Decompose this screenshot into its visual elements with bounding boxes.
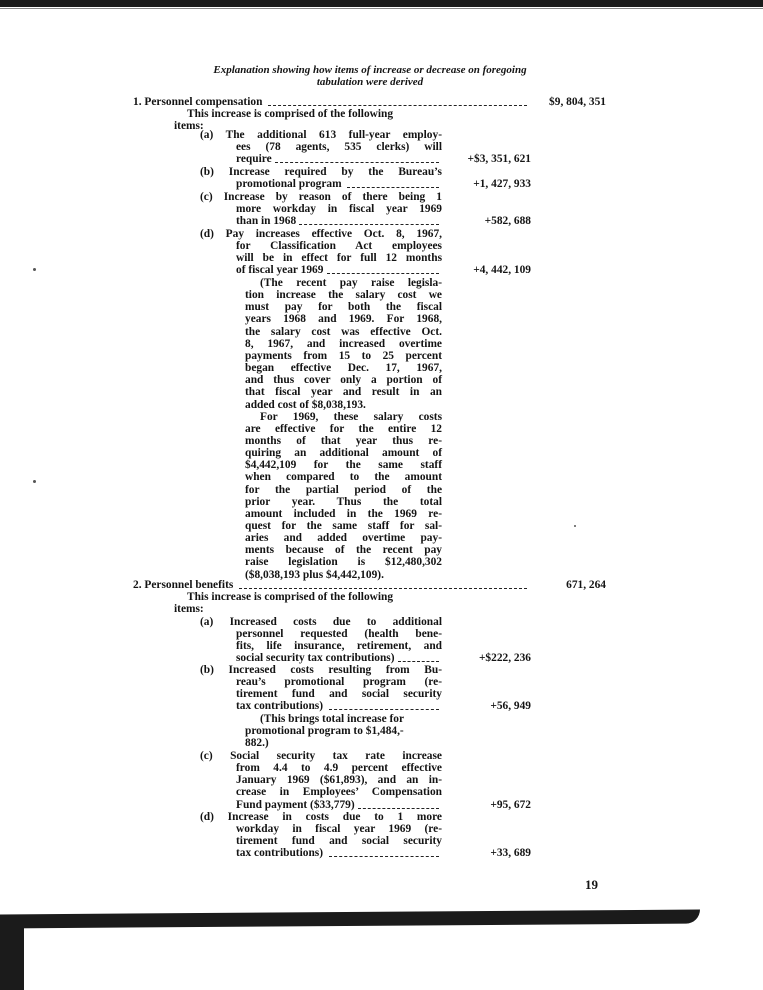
item-line: 882.) <box>245 737 269 750</box>
note-line: quest for the same staff for sal- <box>245 520 442 532</box>
note-line: years 1968 and 1969. For 1968, <box>245 313 442 326</box>
item-amount: +582, 688 <box>484 215 531 228</box>
note-line: for the partial period of the <box>245 483 442 496</box>
note-line: aries and added overtime pay- <box>245 532 442 545</box>
heading-line-1: Explanation showing how items of increase or decrease on foregoing <box>213 64 527 76</box>
item-amount: +56, 949 <box>490 700 531 713</box>
note-line: $4,442,109 for the same staff <box>245 459 442 472</box>
item-line: for Classification Act employees <box>236 240 442 253</box>
note-line: that fiscal year and result in an <box>245 386 442 399</box>
intro-text: items: <box>174 603 204 616</box>
item-line: Fund payment ($33,779) <box>236 798 355 811</box>
item-line: workday in fiscal year 1969 (re- <box>236 823 442 836</box>
item-line: (d) Increase in costs due to 1 more <box>200 811 442 823</box>
note-line: and thus cover only a portion of <box>245 374 442 387</box>
note-line: must pay for both the fiscal <box>245 301 442 314</box>
dot-leader <box>239 588 527 589</box>
note-line: months of that year thus re- <box>245 434 442 447</box>
item-line: tax contributions) <box>236 700 324 713</box>
item-line: reau’s promotional program (re- <box>236 676 442 689</box>
intro-text: This increase is comprised of the following <box>187 591 394 604</box>
item-line: (This brings total increase for <box>260 713 405 725</box>
item-line: crease in Employees’ Compensation <box>236 786 442 799</box>
scan-bottom-edge <box>0 910 700 929</box>
item-amount: +1, 427, 933 <box>473 178 531 191</box>
intro-text: items: <box>174 120 204 133</box>
note-line: raise legislation is $12,480,302 <box>245 556 442 569</box>
item-line: (d) Pay increases effective Oct. 8, 1967, <box>200 228 442 240</box>
intro-text: This increase is comprised of the following <box>187 108 394 121</box>
item-line: fits, life insurance, retirement, and <box>236 640 442 653</box>
item-line: social security tax contributions) <box>236 652 395 665</box>
item-line: than in 1968 <box>236 215 297 228</box>
item-amount: +4, 442, 109 <box>473 264 531 277</box>
item-amount: +95, 672 <box>490 798 531 811</box>
note-line: payments from 15 to 25 percent <box>245 349 442 362</box>
item-line: (c) Social security tax rate increase <box>200 750 442 762</box>
note-line: amount included in the 1969 re- <box>245 507 442 520</box>
note-line: ($8,038,193 plus $4,442,109). <box>245 568 384 581</box>
note-line: are effective for the entire 12 <box>245 422 442 435</box>
item-line: (a) The additional 613 full-year employ- <box>200 129 442 141</box>
item-line: (b) Increase required by the Bureau’s <box>200 166 442 178</box>
note-line: (The recent pay raise legisla- <box>260 277 442 289</box>
scan-speck <box>33 268 36 271</box>
item-line: (c) Increase by reason of there being 1 <box>200 191 442 203</box>
item-line: (b) Increased costs resulting from Bu- <box>200 664 442 676</box>
item-line: require <box>236 153 272 166</box>
note-line: the salary cost was effective Oct. <box>245 325 442 338</box>
note-line: quiring an additional amount of <box>245 447 442 460</box>
note-line: 8, 1967, and increased overtime <box>245 337 442 350</box>
item-line: promotional program <box>236 178 342 191</box>
note-line: added cost of $8,038,193. <box>245 398 366 411</box>
item-line: from 4.4 to 4.9 percent effective <box>236 762 442 775</box>
item-line: personnel requested (health bene- <box>236 628 442 641</box>
scan-speck <box>574 525 576 527</box>
item-line: tirement fund and social security <box>236 835 442 848</box>
note-line: ments because of the recent pay <box>245 544 442 557</box>
item-line: January 1969 ($61,893), and an in- <box>236 774 442 787</box>
item-amount: +$3, 351, 621 <box>467 153 531 166</box>
item-line: of fiscal year 1969 <box>236 264 324 277</box>
item-line: (a) Increased costs due to additional <box>200 616 442 628</box>
section-total: $9, 804, 351 <box>549 96 606 108</box>
item-line: promotional program to $1,484,- <box>245 725 404 738</box>
note-line: prior year. Thus the total <box>245 495 442 508</box>
note-line: tion increase the salary cost we <box>245 289 442 302</box>
section-heading: 1. Personnel compensation <box>133 96 263 108</box>
heading-line-2: tabulation were derived <box>316 76 424 88</box>
item-amount: +$222, 236 <box>478 652 531 665</box>
section-heading: 2. Personnel benefits <box>133 579 234 591</box>
item-amount: +33, 689 <box>490 847 531 860</box>
note-line: when compared to the amount <box>245 471 442 484</box>
scan-top-edge <box>0 0 763 7</box>
section-total: 671, 264 <box>566 579 606 591</box>
note-line: For 1969, these salary costs <box>260 410 442 423</box>
item-line: tirement fund and social security <box>236 688 442 701</box>
item-line: more workday in fiscal year 1969 <box>236 203 442 216</box>
page-number: 19 <box>585 877 598 892</box>
note-line: began effective Dec. 17, 1967, <box>245 362 442 375</box>
item-line: ees (78 agents, 535 clerks) will <box>236 141 442 154</box>
scan-speck <box>33 480 36 483</box>
scan-top-rule <box>0 8 763 9</box>
scan-bottom-left-edge <box>0 924 24 990</box>
item-line: will be in effect for full 12 months <box>236 252 442 265</box>
item-line: tax contributions) <box>236 847 324 860</box>
